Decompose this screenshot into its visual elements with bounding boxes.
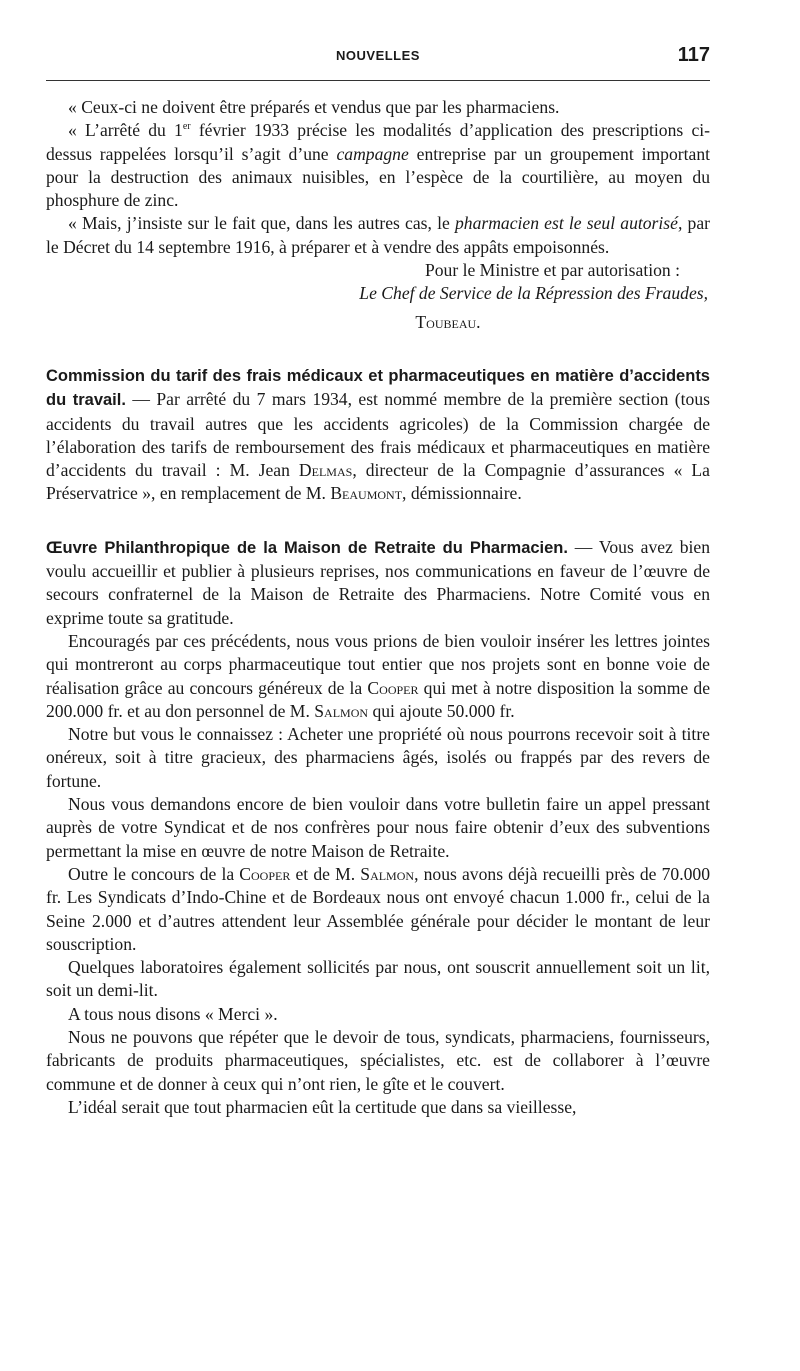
oeuvre-notice (46, 536, 710, 1119)
organization-name: Cooper (239, 863, 291, 884)
paragraph (46, 536, 710, 630)
signature-line: Pour le Ministre et par autorisation : (424, 260, 680, 281)
section-heading: Commission du tarif des frais médicaux et pharmaceutiques en matière d’accidents du travail. (46, 366, 710, 410)
paragraph (46, 630, 710, 723)
person-name: Delmas (298, 460, 353, 481)
paragraph (46, 863, 710, 956)
paragraph (46, 364, 710, 506)
text-run: qui ajoute 50.000 fr. (368, 700, 515, 721)
paragraph: Nous vous demandons encore de bien vouloir dans votre bulletin faire un appel pressant auprès de votre Syndicat et de nos confrères pour nous faire obtenir d’eux des subventions permettant la mise en œuvre de notre Maison de Retraite. (46, 794, 710, 861)
page-body (46, 96, 710, 1119)
text-run: , nous avons déjà recueilli près de 70.000 fr. Les Syndicats d’Indo-Chine et de Bordeaux nous ont envoyé chacun 1.000 fr., celui de la Seine 2.000 et d’autres attendent leur Assemblée générale pour décider le montant de leur souscription. (46, 863, 710, 954)
paragraph: Nous ne pouvons que répéter que le devoir de tous, syndicats, pharmaciens, fournisseurs, fabricants de produits pharmaceutiques, spécialistes, etc. est de collaborer à l’œuvre commune et de donner à ceux qui n’ont rien, le gîte et le couvert. (46, 1026, 710, 1094)
text-run: — Par arrêté du 7 mars 1934, est nommé membre de la première section (tous accidents du travail autres que les accidents agricoles) de la Commission chargée de l’élaboration des tarifs de remboursement des frais médicaux et pharmaceutiques en matière d’accidents du travail : M. Jean (46, 389, 710, 481)
person-name: Salmon (314, 700, 369, 721)
text-run: par le Décret du 14 septembre 1916, à préparer et à vendre des appâts empoisonnés. (46, 213, 710, 257)
running-head: NOUVELLES (336, 48, 420, 63)
paragraph: Quelques laboratoires également sollicités par nous, ont souscrit annuellement soit un lit, soit un demi-lit. (46, 957, 710, 1001)
section-heading: Œuvre Philanthropique de la Maison de Retraite du Pharmacien. (46, 538, 568, 557)
text-run: , directeur de la Compagnie d’assurances « La Préservatrice », en remplacement de M. (46, 460, 710, 504)
paragraph (46, 119, 710, 212)
header-rule (46, 80, 710, 81)
ministerial-letter (46, 96, 710, 334)
text-run: entreprise par un groupement important pour la destruction des animaux nuisibles, en l’espèce de la courtilière, au moyen du phosphure de zinc. (46, 143, 711, 211)
text-run: février 1933 précise les modalités d’application des prescriptions ci-dessus rappelées lorsqu’il s’agit d’une (46, 120, 710, 164)
signature-title: Le Chef de Service de la Répression des Fraudes, (359, 283, 708, 304)
text-run: « Mais, j’insiste sur le fait que, dans les autres cas, le (68, 213, 455, 234)
emphasis: pharmacien est le seul autorisé, (454, 213, 683, 234)
organization-name: Cooper (367, 677, 419, 698)
person-name: Beaumont (330, 483, 403, 504)
text-run: , démissionnaire. (402, 483, 522, 504)
text-run: « L’arrêté du 1 (68, 120, 183, 141)
person-name: Salmon (360, 863, 415, 884)
paragraph: Notre but vous le connaissez : Acheter une propriété où nous pourrons recevoir soit à titre onéreux, soit à titre gracieux, des pharmaciens âgés, isolés ou frappés par des revers de fortune. (46, 724, 710, 791)
emphasis: campagne (336, 143, 409, 164)
text-run: Outre le concours de la (68, 863, 240, 884)
signature-name: Toubeau. (415, 311, 481, 332)
superscript: er (182, 121, 191, 133)
paragraph: L’idéal serait que tout pharmacien eût la certitude que dans sa vieillesse, (68, 1096, 577, 1117)
text-run: qui met à notre disposition la somme de 200.000 fr. et au don personnel de M. (46, 677, 710, 721)
paragraph (46, 212, 710, 259)
commission-notice (46, 364, 710, 506)
page-header (46, 44, 710, 70)
text-run: et de M. (290, 863, 361, 884)
text-run: — Vous avez bien voulu accueillir et publier à plusieurs reprises, nos communications en faveur de l’œuvre de secours confraternel de la Maison de Retraite des Pharmaciens. Notre Comité vous en exprime toute sa gratitude. (46, 536, 710, 628)
paragraph: A tous nous disons « Merci ». (68, 1003, 278, 1024)
page-number: 117 (677, 44, 710, 66)
paragraph: « Ceux-ci ne doivent être préparés et vendus que par les pharmaciens. (68, 97, 560, 117)
text-run: Encouragés par ces précédents, nous vous prions de bien vouloir insérer les lettres jointes qui montreront au corps pharmaceutique tout entier que nos projets sont en bonne voie de réalisation grâce au concours généreux de la (46, 630, 710, 698)
